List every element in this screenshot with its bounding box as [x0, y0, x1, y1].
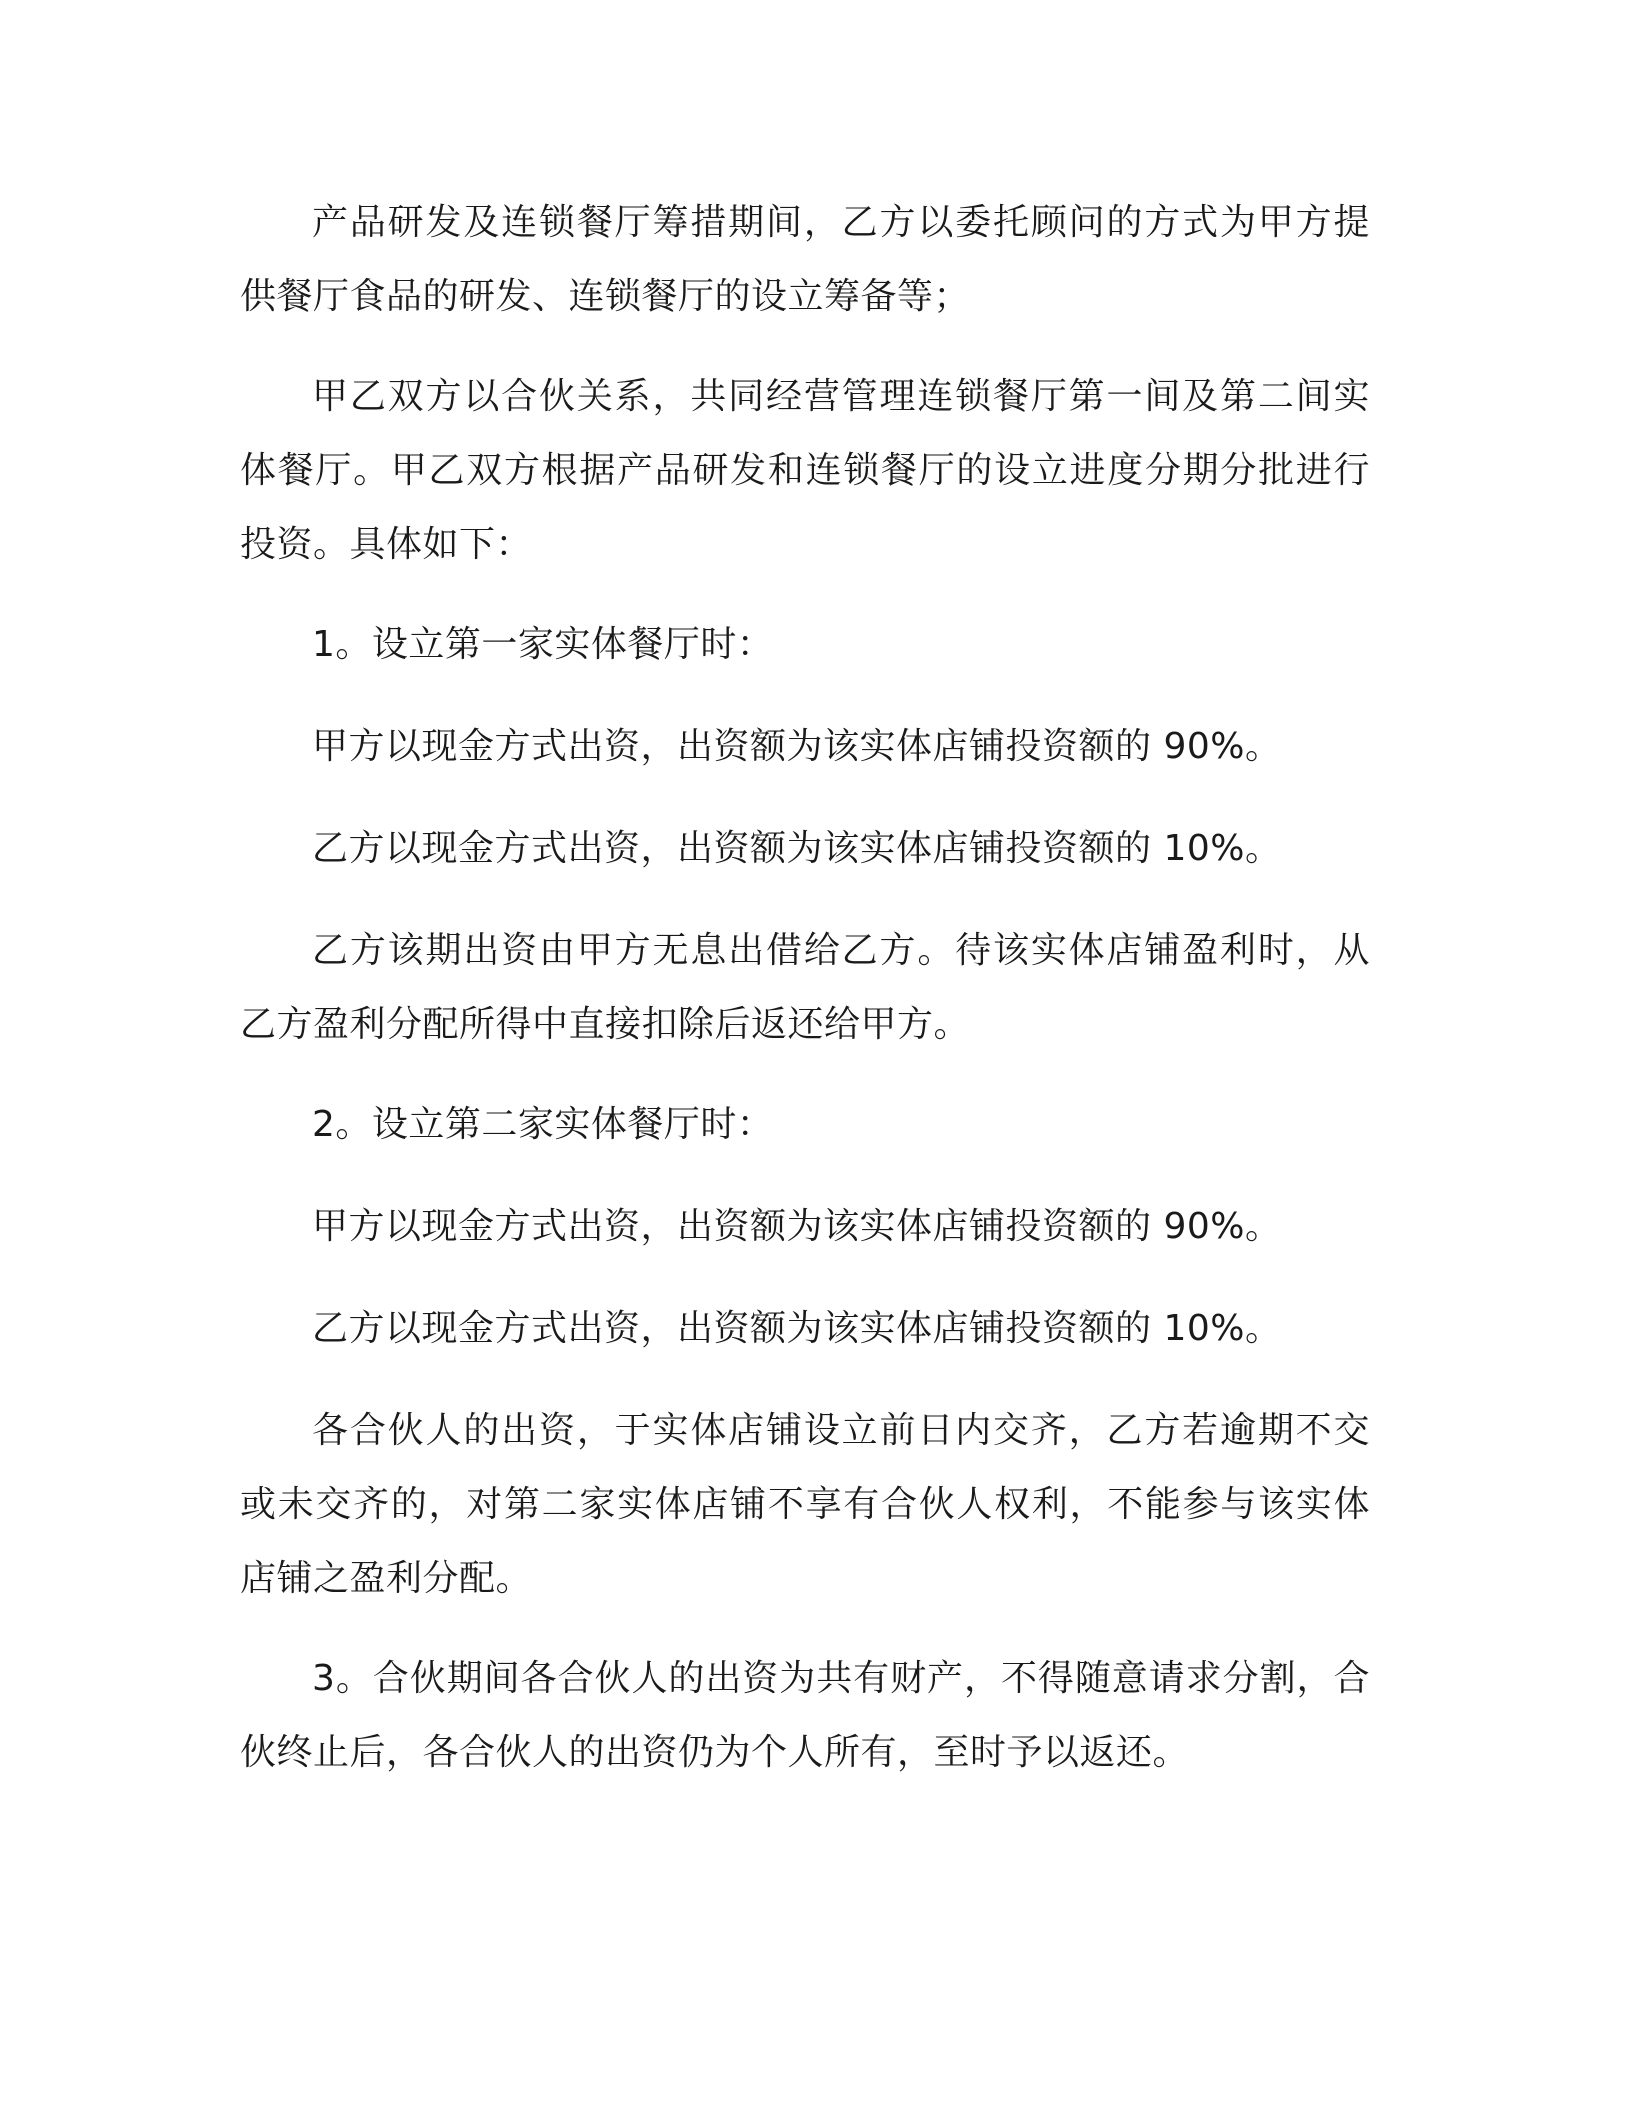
paragraph-partnership: 甲乙双方以合伙关系，共同经营管理连锁餐厅第一间及第二间实体餐厅。甲乙双方根据产品研发和连锁餐厅的设立进度分期分批进行投资。具体如下：	[240, 376, 1370, 565]
paragraph-party-b-second: 乙方以现金方式出资，出资额为该实体店铺投资额的 10%。	[312, 1308, 1282, 1349]
heading-second-restaurant: 2。设立第二家实体餐厅时：	[312, 1104, 774, 1145]
heading-first-restaurant: 1。设立第一家实体餐厅时：	[312, 624, 774, 665]
paragraph-consulting: 产品研发及连锁餐厅筹措期间，乙方以委托顾问的方式为甲方提供餐厅食品的研发、连锁餐厅的设立筹备等；	[240, 202, 1370, 317]
paragraph-party-a-second: 甲方以现金方式出资，出资额为该实体店铺投资额的 90%。	[312, 1206, 1282, 1247]
paragraph-party-a-first: 甲方以现金方式出资，出资额为该实体店铺投资额的 90%。	[312, 726, 1282, 767]
paragraph-loan: 乙方该期出资由甲方无息出借给乙方。待该实体店铺盈利时，从乙方盈利分配所得中直接扣除后返还给甲方。	[240, 930, 1370, 1045]
document-body	[240, 186, 1370, 1816]
paragraph-common-property: 3。合伙期间各合伙人的出资为共有财产，不得随意请求分割，合伙终止后，各合伙人的出资仍为个人所有，至时予以返还。	[240, 1658, 1370, 1773]
paragraph-party-b-first: 乙方以现金方式出资，出资额为该实体店铺投资额的 10%。	[312, 828, 1282, 869]
paragraph-contribution-deadline: 各合伙人的出资，于实体店铺设立前日内交齐，乙方若逾期不交或未交齐的，对第二家实体店铺不享有合伙人权利，不能参与该实体店铺之盈利分配。	[240, 1410, 1370, 1599]
